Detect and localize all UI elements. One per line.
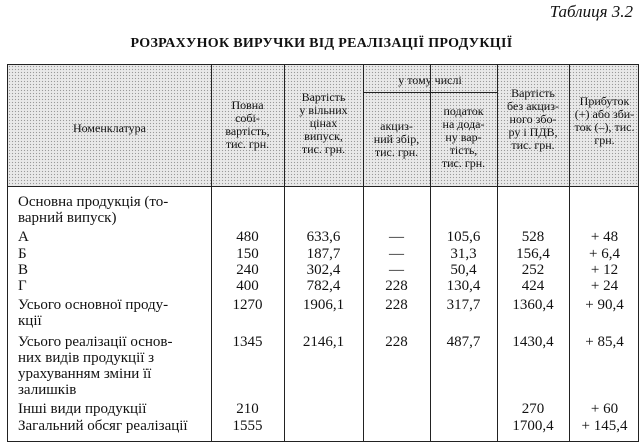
header-full-cost: Повна собі- вартість, тис. грн.	[225, 98, 270, 151]
cell-cost: 210	[236, 401, 259, 417]
row-name: Г	[18, 278, 27, 294]
cell-net: 156,4	[516, 246, 550, 262]
table-title: РОЗРАХУНОК ВИРУЧКИ ВІД РЕАЛІЗАЦІЇ ПРОДУКЦІЇ	[130, 36, 513, 51]
cell-cost: 150	[236, 246, 259, 262]
cell-excise: 228	[385, 278, 408, 294]
cell-profit: + 85,4	[585, 334, 624, 350]
revenue-table	[7, 64, 639, 442]
cell-cost: 1555	[232, 418, 263, 434]
cell-vat: 50,4	[450, 262, 477, 278]
header-bottom-line	[8, 186, 638, 187]
cell-net: 1360,4	[512, 297, 554, 313]
row-name: Усього реалізації основ- них видів продукції з урахуванням зміни її залишків	[18, 334, 173, 398]
cell-net: 270	[521, 401, 545, 417]
cell-vat: 130,4	[446, 278, 481, 294]
cell-net: 1430,4	[512, 334, 554, 350]
row-name: Загальний обсяг реалізації	[18, 418, 188, 434]
cell-excise: —	[389, 246, 404, 262]
cell-value: 633,6	[306, 229, 341, 245]
cell-value: 302,4	[306, 262, 341, 278]
row-name: Інші види продукції	[18, 401, 147, 417]
cell-value: 187,7	[306, 246, 341, 262]
cell-profit: + 90,4	[585, 297, 624, 313]
row-name: Б	[18, 246, 27, 262]
cell-cost: 480	[236, 229, 259, 245]
cell-profit: + 48	[590, 229, 619, 245]
header-value-free-prices: Вартість у вільних цінах випуск, тис. грн.	[299, 90, 348, 156]
cell-profit: + 24	[590, 278, 619, 294]
cell-excise: 228	[385, 334, 408, 350]
cell-cost: 240	[236, 262, 259, 278]
cell-value: 1906,1	[302, 297, 345, 313]
cell-vat: 317,7	[446, 297, 481, 313]
cell-excise: —	[389, 262, 404, 278]
cell-net: 528	[521, 229, 545, 245]
cell-vat: 31,3	[450, 246, 477, 262]
row-name: Основна продукція (то- варний випуск)	[18, 194, 169, 226]
cell-profit: + 12	[590, 262, 619, 278]
cell-net: 1700,4	[512, 418, 554, 434]
cell-profit: + 6,4	[589, 246, 620, 262]
cell-profit: + 60	[590, 401, 619, 417]
header-profit: Прибуток (+) або зби- ток (–), тис. грн.	[574, 94, 635, 147]
cell-value: 2146,1	[302, 334, 345, 350]
header-vat: податок на дода- ну вар- тість, тис. грн.	[441, 104, 486, 170]
row-name: А	[18, 229, 29, 245]
header-value-excl: Вартість без акциз- ного збо- ру і ПДВ, тис. грн.	[507, 86, 559, 152]
header-including: у тому числі	[398, 73, 462, 87]
cell-vat: 487,7	[446, 334, 481, 350]
cell-vat: 105,6	[446, 229, 481, 245]
header-nomenclature: Номенклатура	[72, 121, 147, 135]
cell-cost: 1270	[232, 297, 263, 313]
row-name: В	[18, 262, 29, 278]
cell-net: 252	[521, 262, 545, 278]
header-excise: акциз- ний збір, тис. грн.	[373, 119, 420, 159]
subheader-divider	[363, 92, 497, 93]
cell-excise: —	[389, 229, 404, 245]
cell-cost: 1345	[232, 334, 263, 350]
table-number: Таблиця 3.2	[549, 2, 633, 21]
cell-net: 424	[521, 278, 545, 294]
cell-profit: + 145,4	[581, 418, 628, 434]
cell-cost: 400	[236, 278, 259, 294]
row-name: Усього основної проду- кції	[18, 297, 169, 329]
cell-excise: 228	[385, 297, 408, 313]
cell-value: 782,4	[306, 278, 341, 294]
